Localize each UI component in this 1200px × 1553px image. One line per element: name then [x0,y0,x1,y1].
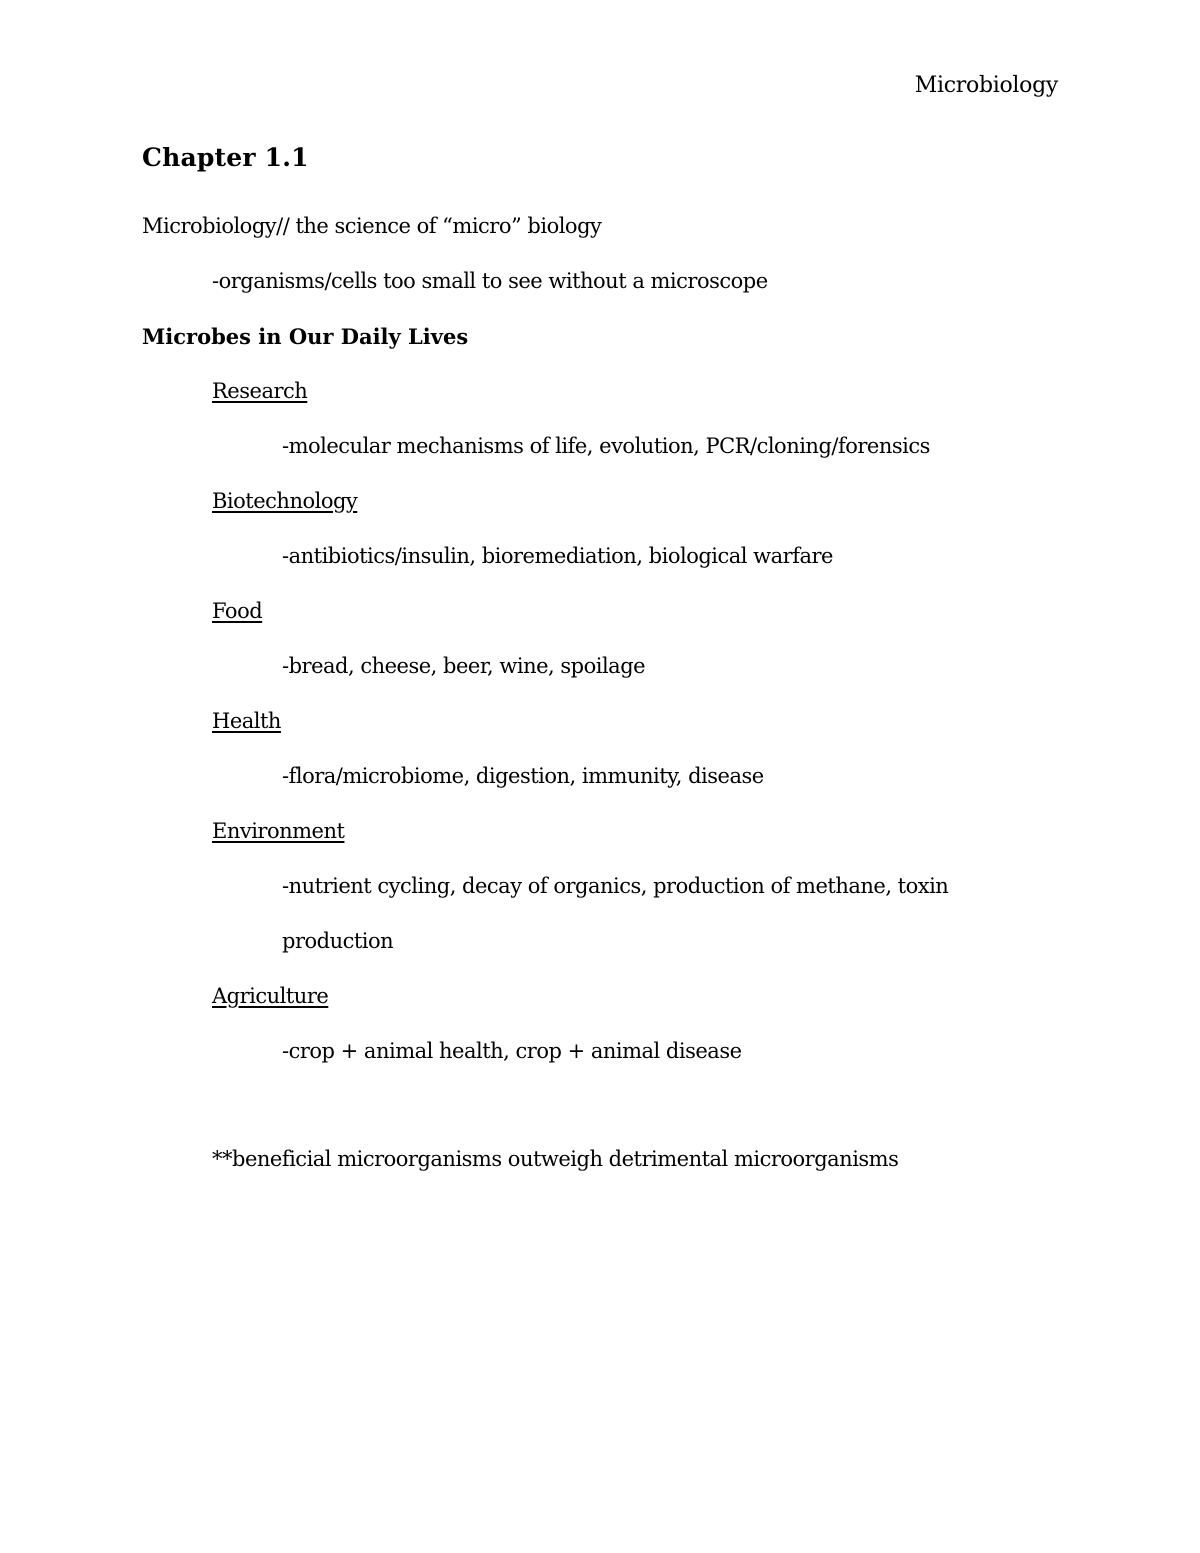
blank-line [142,1079,1072,1132]
chapter-title: Chapter 1.1 [142,143,309,172]
topic-label-text: Biotechnology [212,489,358,513]
topic-label-text: Agriculture [212,984,329,1008]
definition-detail: -organisms/cells too small to see without a microscope [212,269,768,293]
topic-label-text: Food [212,599,263,623]
definition-line: Microbiology// the science of “micro” biology [142,214,602,238]
topic-label-health [142,694,1072,749]
topic-detail-agriculture: -crop + animal health, crop + animal disease [282,1039,742,1063]
summary-note: **beneficial microorganisms outweigh detrimental microorganisms [212,1147,899,1171]
section-heading: Microbes in Our Daily Lives [142,324,469,349]
topic-label-text: Health [212,709,281,733]
topic-detail-environment: -nutrient cycling, decay of organics, production of methane, toxin [282,874,949,898]
topic-label-environment [142,804,1072,859]
topic-label-food [142,584,1072,639]
topic-detail-food: -bread, cheese, beer, wine, spoilage [282,654,646,678]
topic-label-research [142,364,1072,419]
topic-label-agriculture [142,969,1072,1024]
topic-detail-research: -molecular mechanisms of life, evolution, PCR/cloning/forensics [282,434,930,458]
page-header: Microbiology [914,73,1058,98]
topic-detail-biotechnology: -antibiotics/insulin, bioremediation, biological warfare [282,544,833,568]
topic-label-text: Research [212,379,308,403]
topic-detail-environment-continued: production [282,929,394,953]
topic-label-text: Environment [212,819,345,843]
document-body [142,140,1072,1187]
topic-label-biotechnology [142,474,1072,529]
topic-detail-health: -flora/microbiome, digestion, immunity, disease [282,764,764,788]
